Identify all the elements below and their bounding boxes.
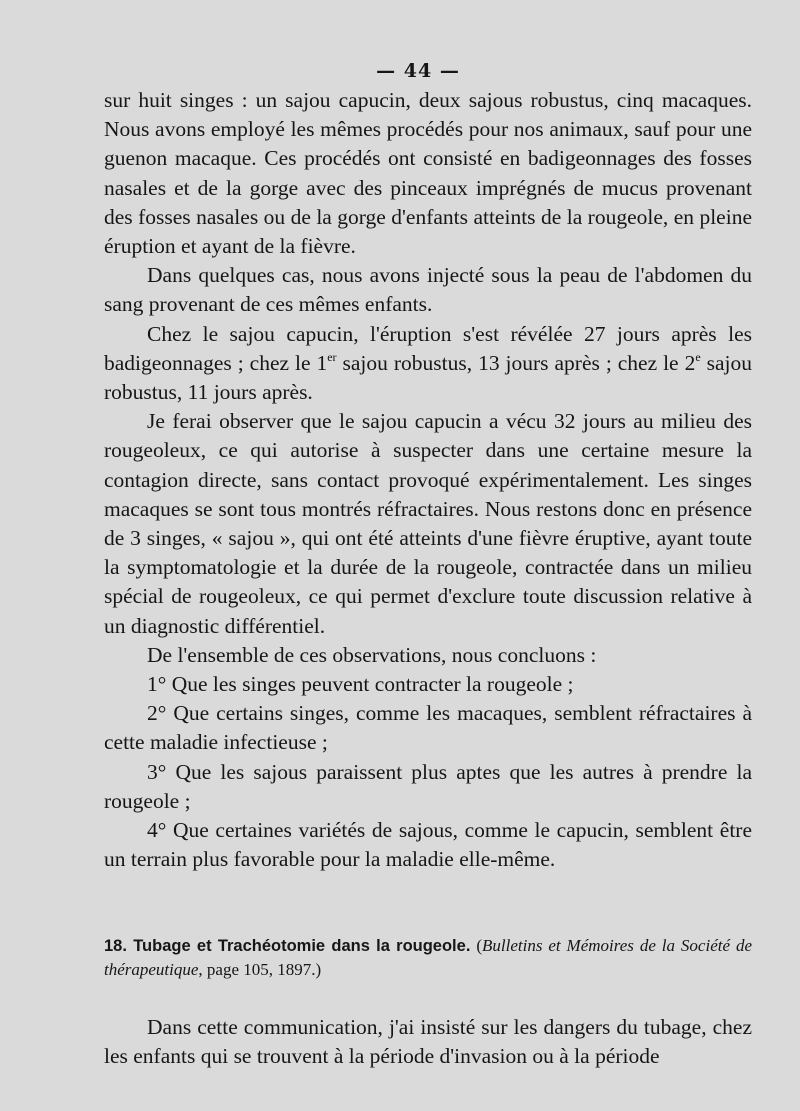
- conclusion-item: 4° Que certaines variétés de sajous, comme le capucin, semblent être un terrain plus favorable pour la maladie elle-même.: [104, 818, 752, 872]
- reference-title: 18. Tubage et Trachéotomie dans la rougeole.: [104, 937, 471, 955]
- paragraph-text: Chez le sajou capucin, l'éruption s'est révélée 27 jours après les badigeonnages ; chez le 1: [104, 321, 752, 375]
- paragraph: Dans cette communication, j'ai insisté sur les dangers du tubage, chez les enfants qui se trouvent à la période d'invasion ou à la période: [104, 1015, 752, 1069]
- page-number: — 44 —: [376, 60, 460, 82]
- reference-details: , page 105, 1897.): [198, 960, 322, 979]
- paragraph: [104, 320, 752, 408]
- conclusion-item: 3° Que les sajous paraissent plus aptes que les autres à prendre la rougeole ;: [104, 759, 752, 813]
- body-text: [104, 86, 752, 874]
- reference-paren: (: [470, 936, 482, 955]
- paragraph-text: sajou robustus, 11 jours après.: [104, 350, 753, 405]
- reference-entry: [104, 934, 752, 981]
- reference-source: Bulletins et Mémoires de la Société de thérapeutique: [104, 936, 752, 979]
- paragraph-text: sajou robustus, 13 jours après ; chez le 2: [336, 350, 696, 375]
- paragraph: Je ferai observer que le sajou capucin a vécu 32 jours au milieu des rougeoleux, ce qui autorise à suspecter dans une certaine mesure la contagion directe, sans contact provoqué expérimentalement. Les singes macaques se sont tous montrés réfractaires. Nous restons donc en présence de 3 singes, « sajou », qui ont été atteints d'une fièvre éruptive, ayant toute la symptomatologie et la durée de la rougeole, contractée dans un milieu spécial de rougeoleux, ce qui permet d'exclure toute discussion relative à un diagnostic différentiel.: [104, 409, 752, 638]
- conclusion-item: 1° Que les singes peuvent contracter la rougeole ;: [147, 672, 574, 697]
- paragraph: sur huit singes : un sajou capucin, deux sajous robustus, cinq macaques. Nous avons employé les mêmes procédés pour nos animaux, sauf pour une guenon macaque. Ces procédés ont consisté en badigeonnages des fosses nasales et de la gorge avec des pinceaux imprégnés de mucus provenant des fosses nasales ou de la gorge d'enfants atteints de la rougeole, en pleine éruption et ayant de la fièvre.: [104, 88, 752, 259]
- closing-text: [104, 1013, 752, 1071]
- superscript: er: [327, 349, 337, 364]
- paragraph: Dans quelques cas, nous avons injecté sous la peau de l'abdomen du sang provenant de ces mêmes enfants.: [104, 263, 752, 317]
- paragraph: De l'ensemble de ces observations, nous concluons :: [147, 642, 597, 667]
- superscript: e: [695, 349, 701, 364]
- conclusion-item: 2° Que certains singes, comme les macaques, semblent réfractaires à cette maladie infectieuse ;: [104, 701, 752, 755]
